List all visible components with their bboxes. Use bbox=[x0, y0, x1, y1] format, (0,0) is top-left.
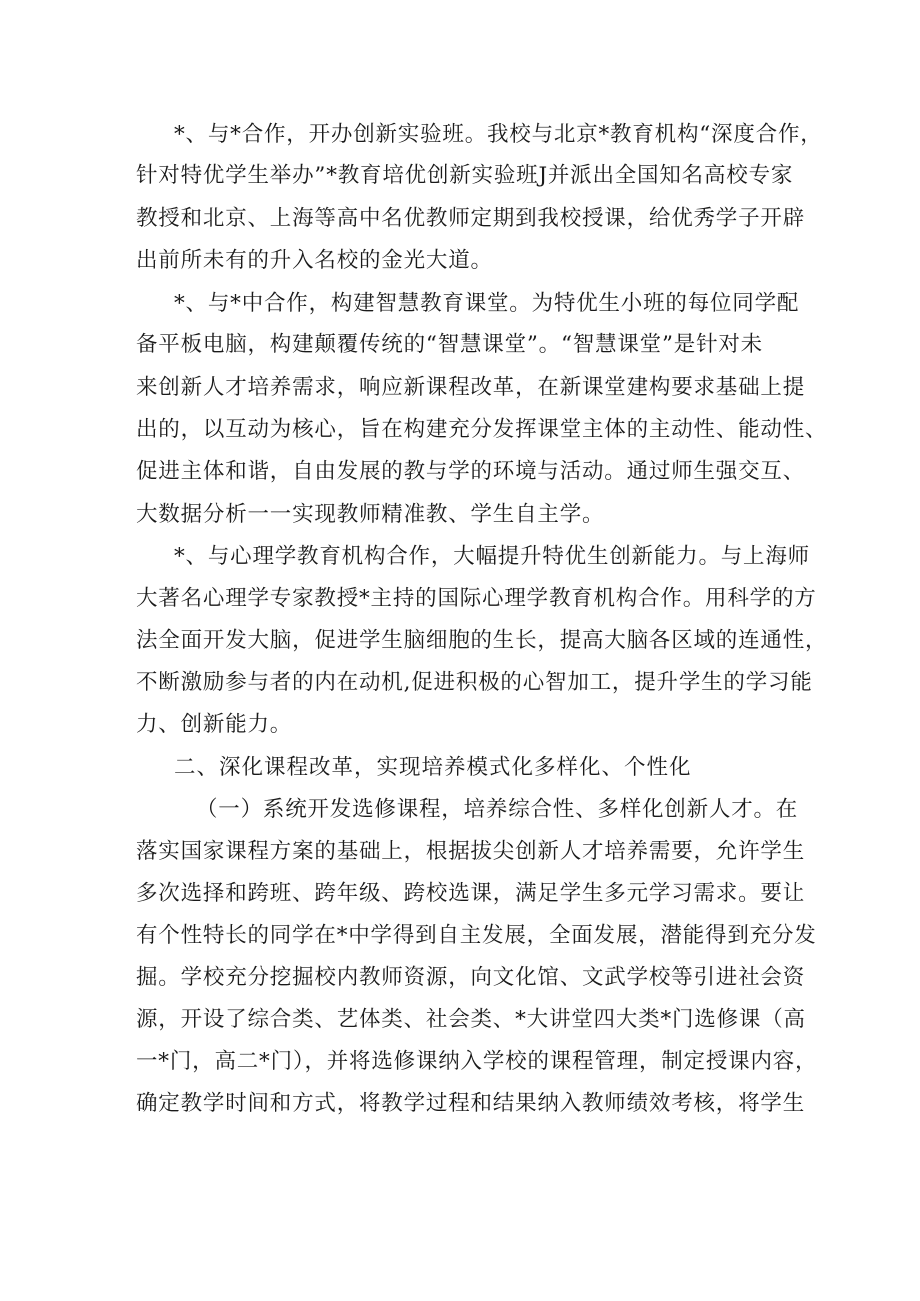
text-line: 来创新人才培养需求，响应新课程改革，在新课堂建构要求基础上提 bbox=[136, 375, 806, 400]
text-line: *、与心理学教育机构合作，大幅提升特优生创新能力。与上海师 bbox=[174, 544, 810, 569]
text-line: 出的，以互动为核心，旨在构建充分发挥课堂主体的主动性、能动性、 bbox=[136, 417, 828, 442]
text-line: 大著名心理学专家教授*主持的国际心理学教育机构合作。用科学的方 bbox=[136, 586, 817, 611]
text-line: 大数据分析一一实现教师精准教、学生自主学。 bbox=[136, 502, 605, 527]
text-line: 针对特优学生举办”*教育培优创新实验班J并派出全国知名高校专家 bbox=[136, 163, 794, 188]
text-line: 掘。学校充分挖掘校内教师资源，向文化馆、文武学校等引进社会资 bbox=[136, 965, 806, 990]
text-line: 不断激励参与者的内在动机,促进积极的心智加工，提升学生的学习能 bbox=[136, 670, 813, 695]
text-line: （一）系统开发选修课程，培养综合性、多样化创新人才。在 bbox=[196, 797, 799, 822]
text-line: 促进主体和谐，自由发展的教与学的环境与活动。通过师生强交互、 bbox=[136, 459, 806, 484]
text-line: *、与*中合作，构建智慧教育课堂。为特优生小班的每位同学配 bbox=[174, 291, 800, 316]
text-line: *、与*合作，开办创新实验班。我校与北京*教育机构“深度合作， bbox=[174, 122, 823, 147]
text-line: 出前所未有的升入名校的金光大道。 bbox=[136, 248, 493, 273]
text-line: 确定教学时间和方式，将教学过程和结果纳入教师绩效考核，将学生 bbox=[136, 1091, 806, 1116]
text-line: 多次选择和跨班、跨年级、跨校选课，满足学生多元学习需求。要让 bbox=[136, 881, 806, 906]
text-line: 有个性特长的同学在*中学得到自主发展，全面发展，潜能得到充分发 bbox=[136, 923, 817, 948]
text-line: 源，开设了综合类、艺体类、社会类、*大讲堂四大类*门选修课（高 bbox=[136, 1007, 806, 1032]
text-line: 一*门，高二*门），并将选修课纳入学校的课程管理，制定授课内容， bbox=[136, 1049, 818, 1074]
section-heading: 二、深化课程改革，实现培养模式化多样化、个性化 bbox=[174, 755, 692, 780]
text-line: 备平板电脑，构建颠覆传统的“智慧课堂”。“智慧课堂”是针对未 bbox=[136, 332, 763, 357]
text-line: 落实国家课程方案的基础上，根据拔尖创新人才培养需要，允许学生 bbox=[136, 839, 806, 864]
text-line: 法全面开发大脑，促进学生脑细胞的生长，提高大脑各区域的连通性， bbox=[136, 628, 828, 653]
text-line: 力、创新能力。 bbox=[136, 712, 293, 737]
text-line: 教授和北京、上海等高中名优教师定期到我校授课，给优秀学子开辟 bbox=[136, 206, 806, 231]
